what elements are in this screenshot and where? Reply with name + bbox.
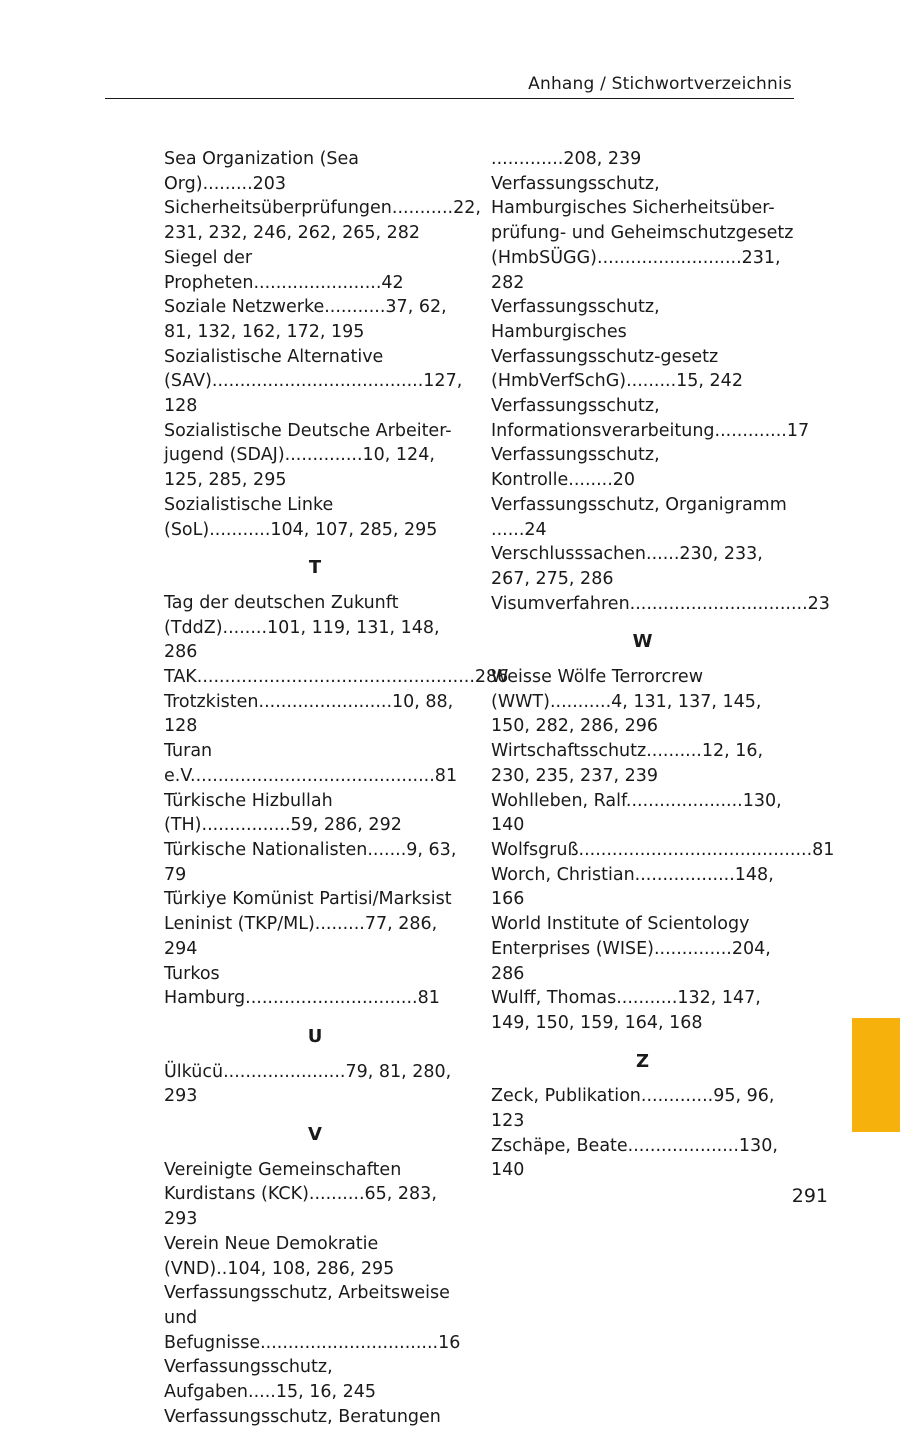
index-entry: Sea Organization (Sea Org).........203 bbox=[164, 149, 360, 194]
index-entry: Ülkücü......................79, 81, 280, 293 bbox=[164, 1061, 452, 1107]
index-entry: Verein Neue Demokratie (VND)..104, 108, 286, 295 bbox=[164, 1233, 395, 1279]
section-letter-heading: V bbox=[308, 1124, 322, 1146]
index-entry: Wirtschaftsschutz..........12, 16, 230, 235, 237, 239 bbox=[491, 741, 764, 786]
index-entry: Zeck, Publikation.............95, 96, 123 bbox=[491, 1086, 775, 1132]
index-entry: Verfassungsschutz, Hamburgisches Sicherheitsüber-prüfung- und Geheimschutzgesetz (HmbSÜGG)..........................231, 282 bbox=[491, 173, 794, 293]
index-entry: Sozialistische Deutsche Arbeiter-jugend (SDAJ)..............10, 124, 125, 285, 295 bbox=[164, 420, 452, 491]
index-entry: Türkiye Komünist Partisi/Marksist Leninist (TKP/ML).........77, 286, 294 bbox=[164, 889, 452, 959]
section-letter-heading: W bbox=[632, 631, 653, 653]
index-entry: Wolfsgruß..........................................81 bbox=[491, 839, 835, 860]
index-entry: Siegel der Propheten.......................42 bbox=[164, 247, 404, 293]
index-entry: Verfassungsschutz, Beratungen bbox=[164, 1406, 441, 1427]
section-letter-heading: T bbox=[308, 557, 322, 579]
index-entry: Verfassungsschutz, Hamburgisches Verfassungsschutz-gesetz (HmbVerfSchG).........15, 242 bbox=[491, 297, 743, 392]
index-entry: Türkische Nationalisten.......9, 63, 79 bbox=[164, 839, 457, 885]
index-entry: Verfassungsschutz, Informationsverarbeitung.............17 bbox=[491, 396, 810, 441]
header-rule bbox=[105, 98, 794, 99]
index-entry: Trotzkisten........................10, 88, 128 bbox=[164, 691, 454, 737]
section-letter-heading: Z bbox=[635, 1050, 650, 1072]
index-entry: Verschlusssachen......230, 233, 267, 275, 286 bbox=[491, 544, 763, 589]
index-entry: Tag der deutschen Zukunft (TddZ)........101, 119, 131, 148, 286 bbox=[164, 592, 440, 663]
index-column-left bbox=[164, 147, 509, 1429]
index-entry: Turkos Hamburg...............................81 bbox=[164, 963, 440, 1009]
index-entry: Vereinigte Gemeinschaften Kurdistans (KCK)..........65, 283, 293 bbox=[164, 1159, 437, 1230]
chapter-tab-marker bbox=[852, 1018, 900, 1132]
index-entry: Weisse Wölfe Terrorcrew (WWT)...........4, 131, 137, 145, 150, 282, 286, 296 bbox=[491, 667, 762, 737]
index-entry: Verfassungsschutz, Kontrolle........20 bbox=[491, 445, 660, 491]
index-entry: Wulff, Thomas...........132, 147, 149, 150, 159, 164, 168 bbox=[491, 988, 761, 1033]
index-entry: World Institute of Scientology Enterprises (WISE)..............204, 286 bbox=[491, 914, 771, 984]
index-entry: Zschäpe, Beate....................130, 140 bbox=[491, 1135, 778, 1181]
index-entry: Turan e.V............................................81 bbox=[164, 741, 458, 786]
index-entry: Sozialistische Alternative (SAV)......................................127, 128 bbox=[164, 346, 463, 417]
page-number: 291 bbox=[791, 1185, 828, 1207]
index-entry: Verfassungsschutz, Aufgaben.....15, 16, 245 bbox=[164, 1357, 377, 1403]
index-entry: Wohlleben, Ralf.....................130, 140 bbox=[491, 790, 782, 836]
index-entry: .............208, 239 bbox=[491, 149, 642, 169]
index-entry: Türkische Hizbullah (TH)................59, 286, 292 bbox=[164, 790, 402, 836]
index-column-right bbox=[491, 147, 835, 1183]
index-entry: Worch, Christian..................148, 166 bbox=[491, 864, 774, 910]
index-entry: Sozialistische Linke (SoL)...........104, 107, 285, 295 bbox=[164, 494, 438, 540]
section-letter-heading: U bbox=[307, 1025, 323, 1047]
index-entry: Soziale Netzwerke...........37, 62, 81, 132, 162, 172, 195 bbox=[164, 297, 447, 342]
index-entry: Visumverfahren................................23 bbox=[491, 593, 830, 614]
index-entry: Verfassungsschutz, Arbeitsweise und Befugnisse................................16 bbox=[164, 1283, 461, 1353]
index-entry: Verfassungsschutz, Organigramm ......24 bbox=[491, 494, 787, 540]
running-header-title: Anhang / Stichwortverzeichnis bbox=[528, 74, 792, 94]
index-entry: TAK..................................................286 bbox=[164, 667, 509, 688]
index-entry: Sicherheitsüberprüfungen...........22, 231, 232, 246, 262, 265, 282 bbox=[164, 198, 481, 244]
